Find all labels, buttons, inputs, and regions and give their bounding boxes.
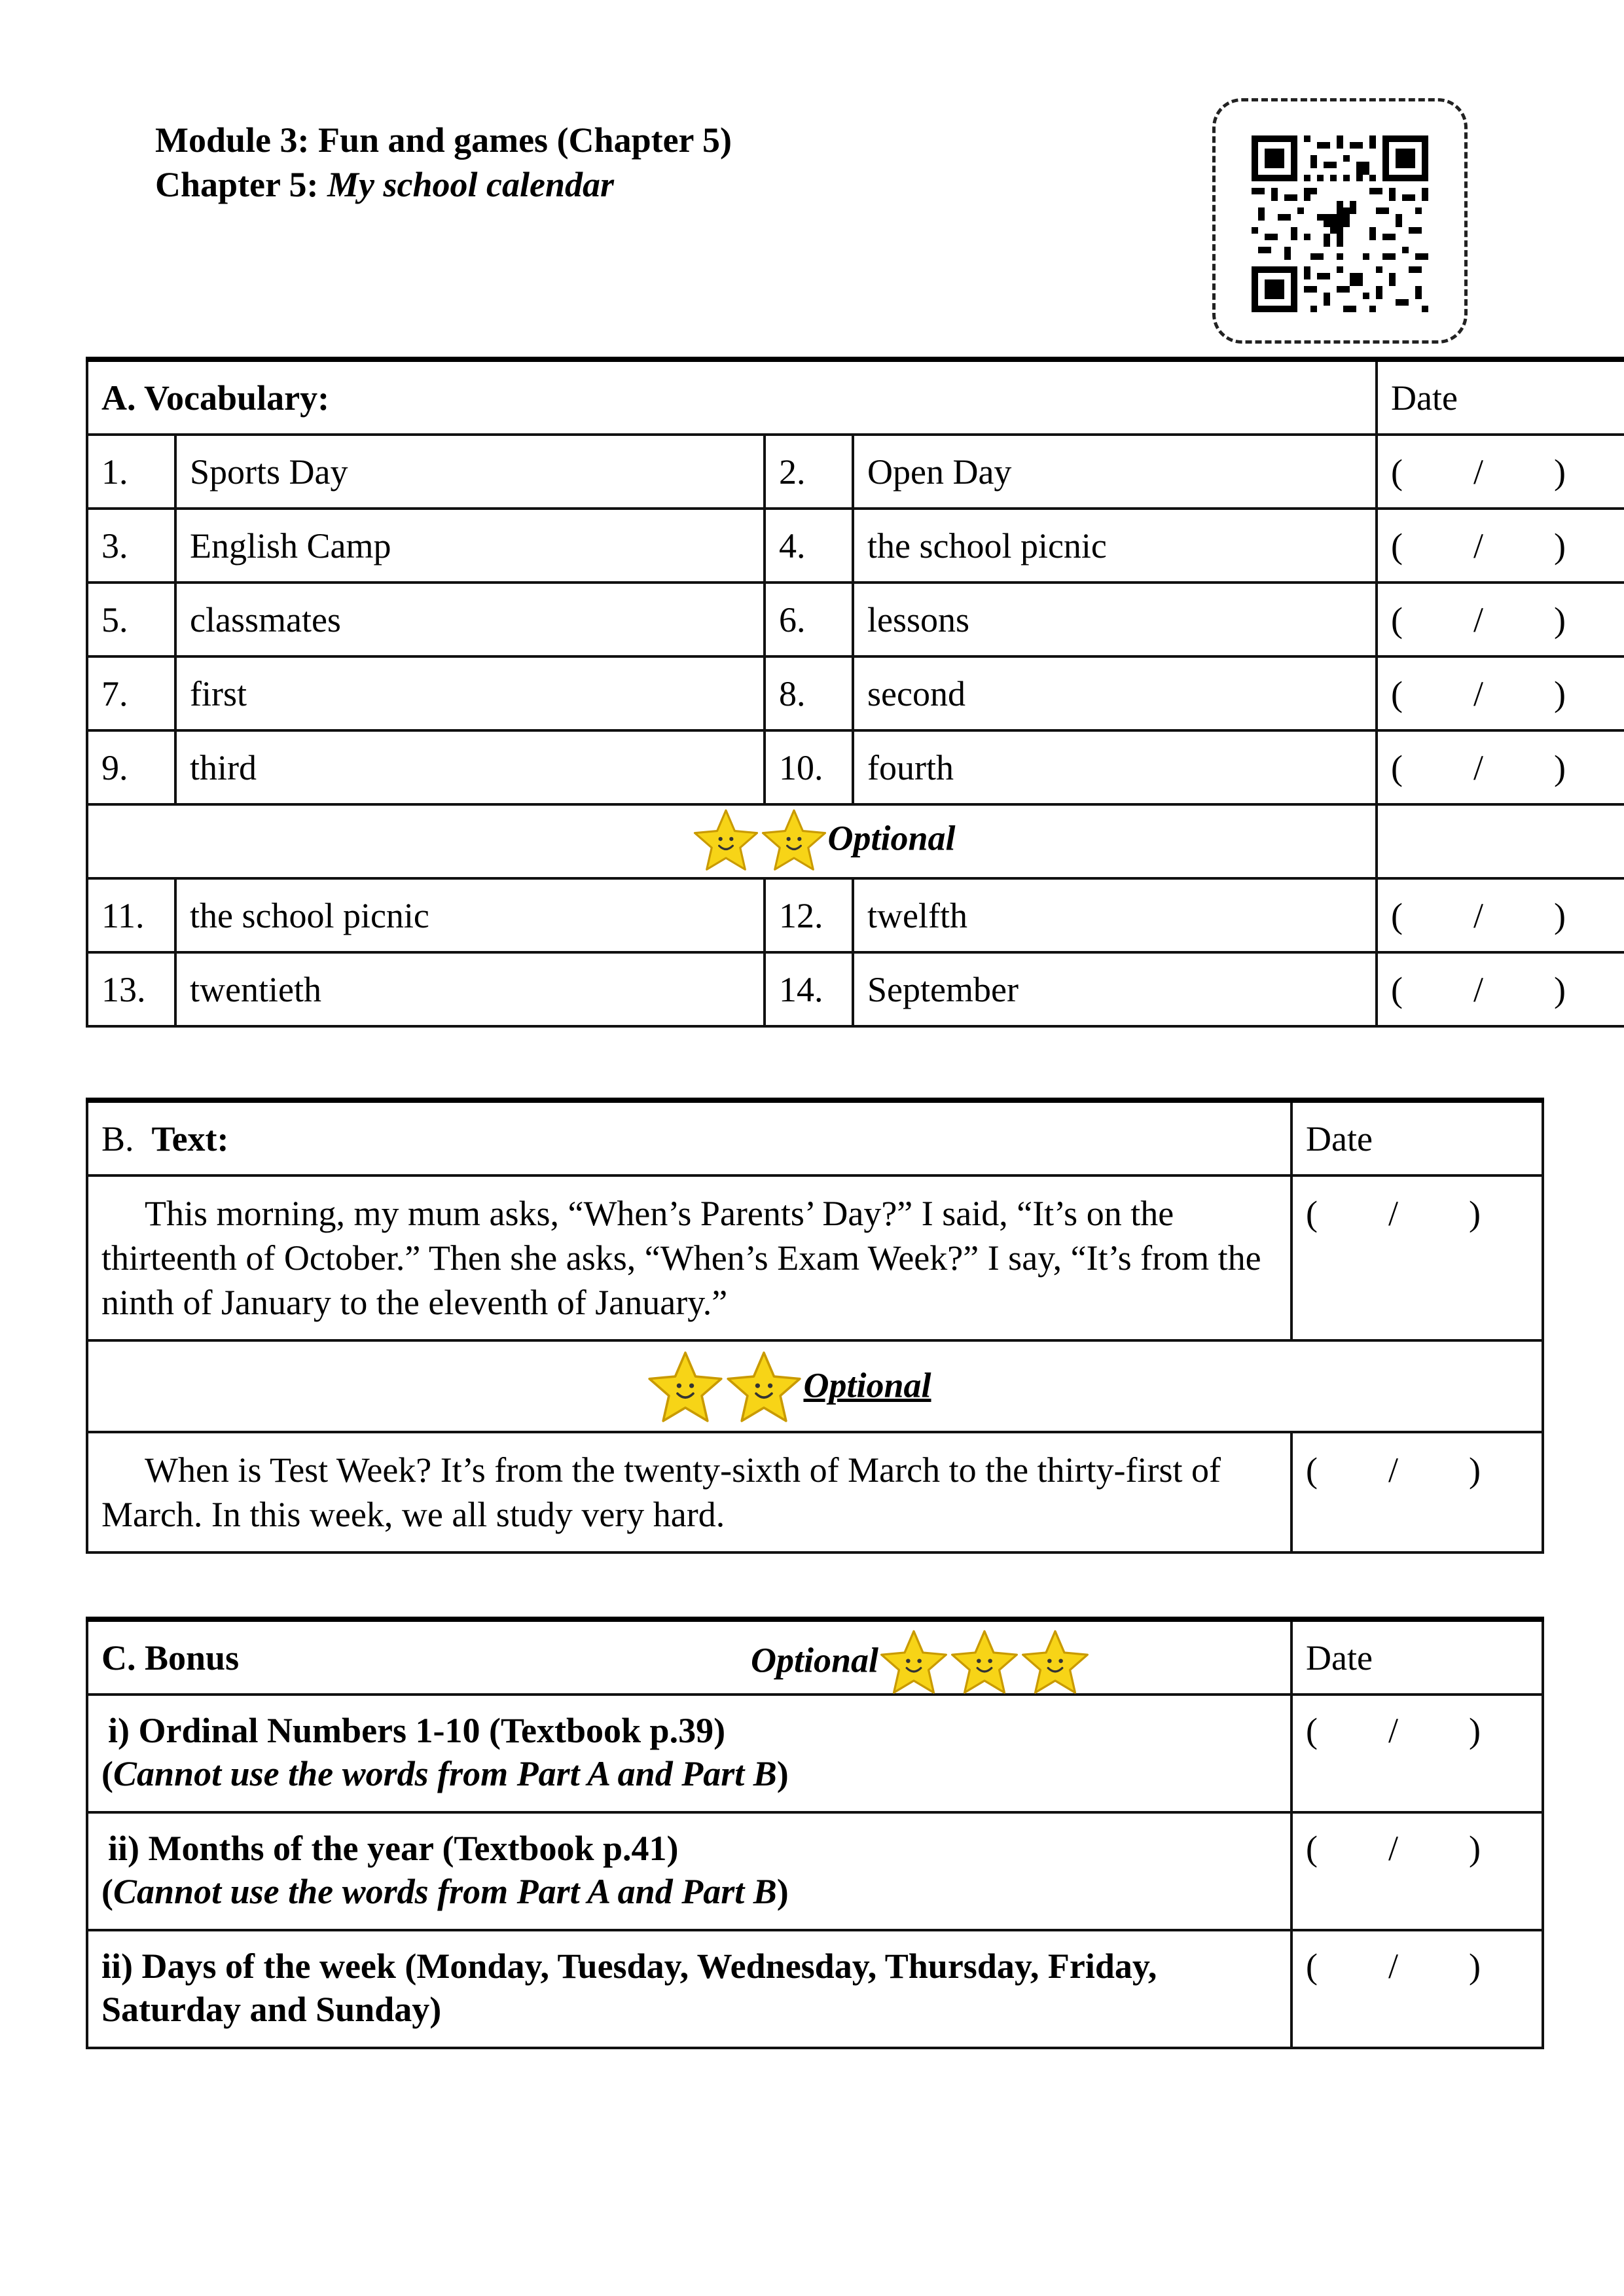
qr-code-icon (1252, 135, 1428, 312)
star-icon (692, 808, 760, 876)
vocab-row (87, 952, 1624, 1026)
item-number: 9. (87, 730, 175, 804)
item-number: 4. (765, 509, 853, 583)
item-number: 1. (87, 435, 175, 509)
bonus-heading-label: C. Bonus (101, 1638, 240, 1677)
chapter-title (155, 162, 732, 207)
bonus-note-paren: ( (101, 1754, 113, 1793)
vocab-word: Open Day (853, 435, 1377, 509)
date-field[interactable]: ( / ) (1377, 730, 1624, 804)
vocabulary-heading: A. Vocabulary: (87, 359, 1377, 435)
vocab-word: lessons (853, 583, 1377, 656)
star-icon-trio (878, 1640, 1091, 1679)
star-icon (725, 1350, 803, 1428)
optional-banner (87, 804, 1377, 878)
vocab-word: September (853, 952, 1377, 1026)
bonus-item (87, 1695, 1291, 1812)
bonus-note-text: Cannot use the words from Part A and Part B (113, 1872, 777, 1911)
vocab-word: Sports Day (175, 435, 765, 509)
vocab-word: twentieth (175, 952, 765, 1026)
text-heading-label: Text: (151, 1119, 229, 1158)
module-title: Module 3: Fun and games (Chapter 5) (155, 120, 732, 160)
item-number: 2. (765, 435, 853, 509)
bonus-item-note (101, 1870, 1277, 1913)
star-icon-pair (646, 1365, 803, 1405)
star-icon (878, 1628, 949, 1699)
date-field[interactable]: ( / ) (1291, 1812, 1543, 1930)
date-field[interactable]: ( / ) (1377, 952, 1624, 1026)
vocab-row (87, 878, 1624, 952)
bonus-note-paren: ) (776, 1754, 789, 1793)
star-icon-pair (692, 818, 828, 857)
bonus-row (87, 1812, 1543, 1930)
optional-banner (87, 1340, 1543, 1432)
text-heading-letter: B. (101, 1119, 134, 1158)
date-field[interactable]: ( / ) (1291, 1175, 1543, 1340)
date-field[interactable]: ( / ) (1377, 509, 1624, 583)
date-field[interactable]: ( / ) (1291, 1432, 1543, 1552)
vocab-row (87, 730, 1624, 804)
optional-passage: When is Test Week? It’s from the twenty-sixth of March to the thirty-first of March. In this week, we all study very hard. (87, 1432, 1291, 1552)
bonus-row (87, 1695, 1543, 1812)
bonus-table (86, 1617, 1544, 2049)
bonus-item-note (101, 1752, 1277, 1795)
date-field[interactable]: ( / ) (1291, 1695, 1543, 1812)
date-field[interactable]: ( / ) (1291, 1930, 1543, 2048)
text-heading (87, 1100, 1291, 1175)
optional-label: Optional (827, 817, 956, 857)
date-field[interactable]: ( / ) (1377, 878, 1624, 952)
date-field[interactable]: ( / ) (1377, 656, 1624, 730)
bonus-note-paren: ) (776, 1872, 789, 1911)
vocab-row (87, 509, 1624, 583)
bonus-note-paren: ( (101, 1872, 113, 1911)
date-header: Date (1291, 1619, 1543, 1695)
vocab-word: the school picnic (175, 878, 765, 952)
vocab-word: English Camp (175, 509, 765, 583)
bonus-item (87, 1930, 1291, 2048)
vocab-word: first (175, 656, 765, 730)
vocab-word: the school picnic (853, 509, 1377, 583)
vocab-row (87, 656, 1624, 730)
qr-code-frame[interactable] (1212, 98, 1468, 344)
vocab-word: classmates (175, 583, 765, 656)
bonus-item-title: i) Ordinal Numbers 1-10 (Textbook p.39) (108, 1711, 726, 1750)
star-icon (760, 808, 828, 876)
vocabulary-table (86, 357, 1624, 1028)
optional-label: Optional (803, 1365, 931, 1405)
optional-label: Optional (751, 1640, 879, 1680)
item-number: 10. (765, 730, 853, 804)
vocab-row (87, 583, 1624, 656)
bonus-item (87, 1812, 1291, 1930)
item-number: 6. (765, 583, 853, 656)
star-icon (1020, 1628, 1091, 1699)
item-number: 3. (87, 509, 175, 583)
item-number: 7. (87, 656, 175, 730)
item-number: 11. (87, 878, 175, 952)
vocab-word: third (175, 730, 765, 804)
vocab-word: twelfth (853, 878, 1377, 952)
bonus-item-title: ii) Months of the year (Textbook p.41) (108, 1829, 679, 1868)
star-icon (949, 1628, 1020, 1699)
bonus-note-text: Cannot use the words from Part A and Part B (113, 1754, 777, 1793)
item-number: 8. (765, 656, 853, 730)
optional-date-blank (1377, 804, 1624, 878)
bonus-heading (87, 1619, 1291, 1695)
chapter-name: My school calendar (327, 165, 614, 204)
bonus-item-title: ii) Days of the week (Monday, Tuesday, Wednesday, Thursday, Friday, Saturday and Sunday) (101, 1946, 1157, 2029)
text-passage: This morning, my mum asks, “When’s Parents’ Day?” I said, “It’s on the thirteenth of October.” Then she asks, “When’s Exam Week?” I say, “It’s from the ninth of January to the eleventh of January.” (87, 1175, 1291, 1340)
item-number: 12. (765, 878, 853, 952)
text-table (86, 1098, 1544, 1554)
vocab-word: second (853, 656, 1377, 730)
chapter-label: Chapter 5: (155, 165, 327, 204)
worksheet-header (155, 118, 732, 207)
date-field[interactable]: ( / ) (1377, 435, 1624, 509)
bonus-row (87, 1930, 1543, 2048)
item-number: 5. (87, 583, 175, 656)
bonus-optional (751, 1628, 1091, 1699)
optional-row (87, 804, 1624, 878)
item-number: 14. (765, 952, 853, 1026)
date-field[interactable]: ( / ) (1377, 583, 1624, 656)
date-header: Date (1291, 1100, 1543, 1175)
item-number: 13. (87, 952, 175, 1026)
vocab-row (87, 435, 1624, 509)
star-icon (646, 1350, 725, 1428)
date-header: Date (1377, 359, 1624, 435)
vocab-word: fourth (853, 730, 1377, 804)
